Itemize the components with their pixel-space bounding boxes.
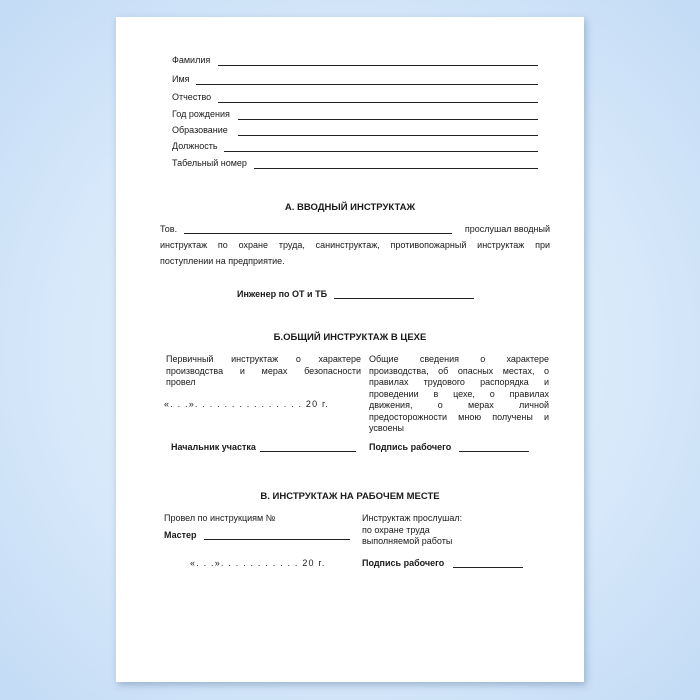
section-v-worker-sign-line[interactable] [453,567,523,568]
section-v-worker-sign-label: Подпись рабочего [362,558,445,568]
field-line-education[interactable] [238,135,538,136]
section-b-right-text [369,354,549,435]
section-b-right-line-1: Общие сведения о характере [369,354,549,364]
field-label-education: Образование [172,125,228,135]
field-line-surname[interactable] [218,65,538,66]
field-line-birth-year[interactable] [238,119,538,120]
section-b-right-line-7: усвоены [369,423,405,433]
section-b-right-line-4: проведении в цехе, о правилах [369,388,549,399]
section-b-title: Б.ОБЩИЙ ИНСТРУКТАЖ В ЦЕХЕ [273,332,427,343]
section-b-left-line-3: провел [166,377,196,387]
section-b-date: «. . .». . . . . . . . . . . . . . . 20 г. [164,399,330,409]
document-page [116,17,584,682]
section-b-worker-sign-line[interactable] [459,451,529,452]
master-signature-line[interactable] [204,539,350,540]
section-v-right-line-2: по охране труда [362,524,430,535]
section-b-left-text [166,354,361,389]
field-label-birth-year: Год рождения [172,109,230,119]
chief-signature-line[interactable] [260,451,356,452]
section-a-line3: поступлении на предприятие. [160,256,285,266]
field-label-patronymic: Отчество [172,92,212,102]
conducted-label: Провел по инструкциям № [164,513,276,523]
section-a-tov: Тов. [160,224,178,234]
section-b-right-line-3: правилах трудового распорядка и [369,377,549,387]
section-b-left-line-2: производства и мерах безопасности [166,365,361,376]
chief-label: Начальник участка [171,442,256,452]
section-a-after-tov: прослушал вводный [464,224,550,234]
field-label-personnel-number: Табельный номер [172,158,247,168]
master-label: Мастер [164,530,197,540]
section-b-left-line-1: Первичный инструктаж о характере [166,354,361,364]
field-label-surname: Фамилия [172,55,211,65]
section-a-name-line[interactable] [184,233,452,234]
section-v-title: В. ИНСТРУКТАЖ НА РАБОЧЕМ МЕСТЕ [260,491,440,502]
engineer-label: Инженер по ОТ и ТБ [237,289,328,299]
field-line-position[interactable] [224,151,538,152]
field-line-name[interactable] [196,84,538,85]
engineer-signature-line[interactable] [334,298,474,299]
section-v-right-line-3: выполняемой работы [362,536,453,546]
section-a-title: А. ВВОДНЫЙ ИНСТРУКТАЖ [284,202,416,213]
section-a-line2: инструктаж по охране труда, санинструктаж, противопожарный инструктаж при [160,240,550,250]
section-v-date: «. . .». . . . . . . . . . . 20 г. [190,558,326,568]
field-line-personnel-number[interactable] [254,168,538,169]
section-b-worker-sign-label: Подпись рабочего [369,442,452,452]
field-line-patronymic[interactable] [218,102,538,103]
section-b-right-line-5: движения, о мерах личной [369,400,549,410]
section-v-right-line-1: Инструктаж прослушал: [362,513,463,523]
section-v-right-text [362,513,462,548]
section-b-right-line-2: производства, об опасных местах, о [369,365,549,376]
field-label-name: Имя [172,74,190,84]
section-b-right-line-6: предосторожности мною получены и [369,411,549,422]
field-label-position: Должность [172,141,218,151]
